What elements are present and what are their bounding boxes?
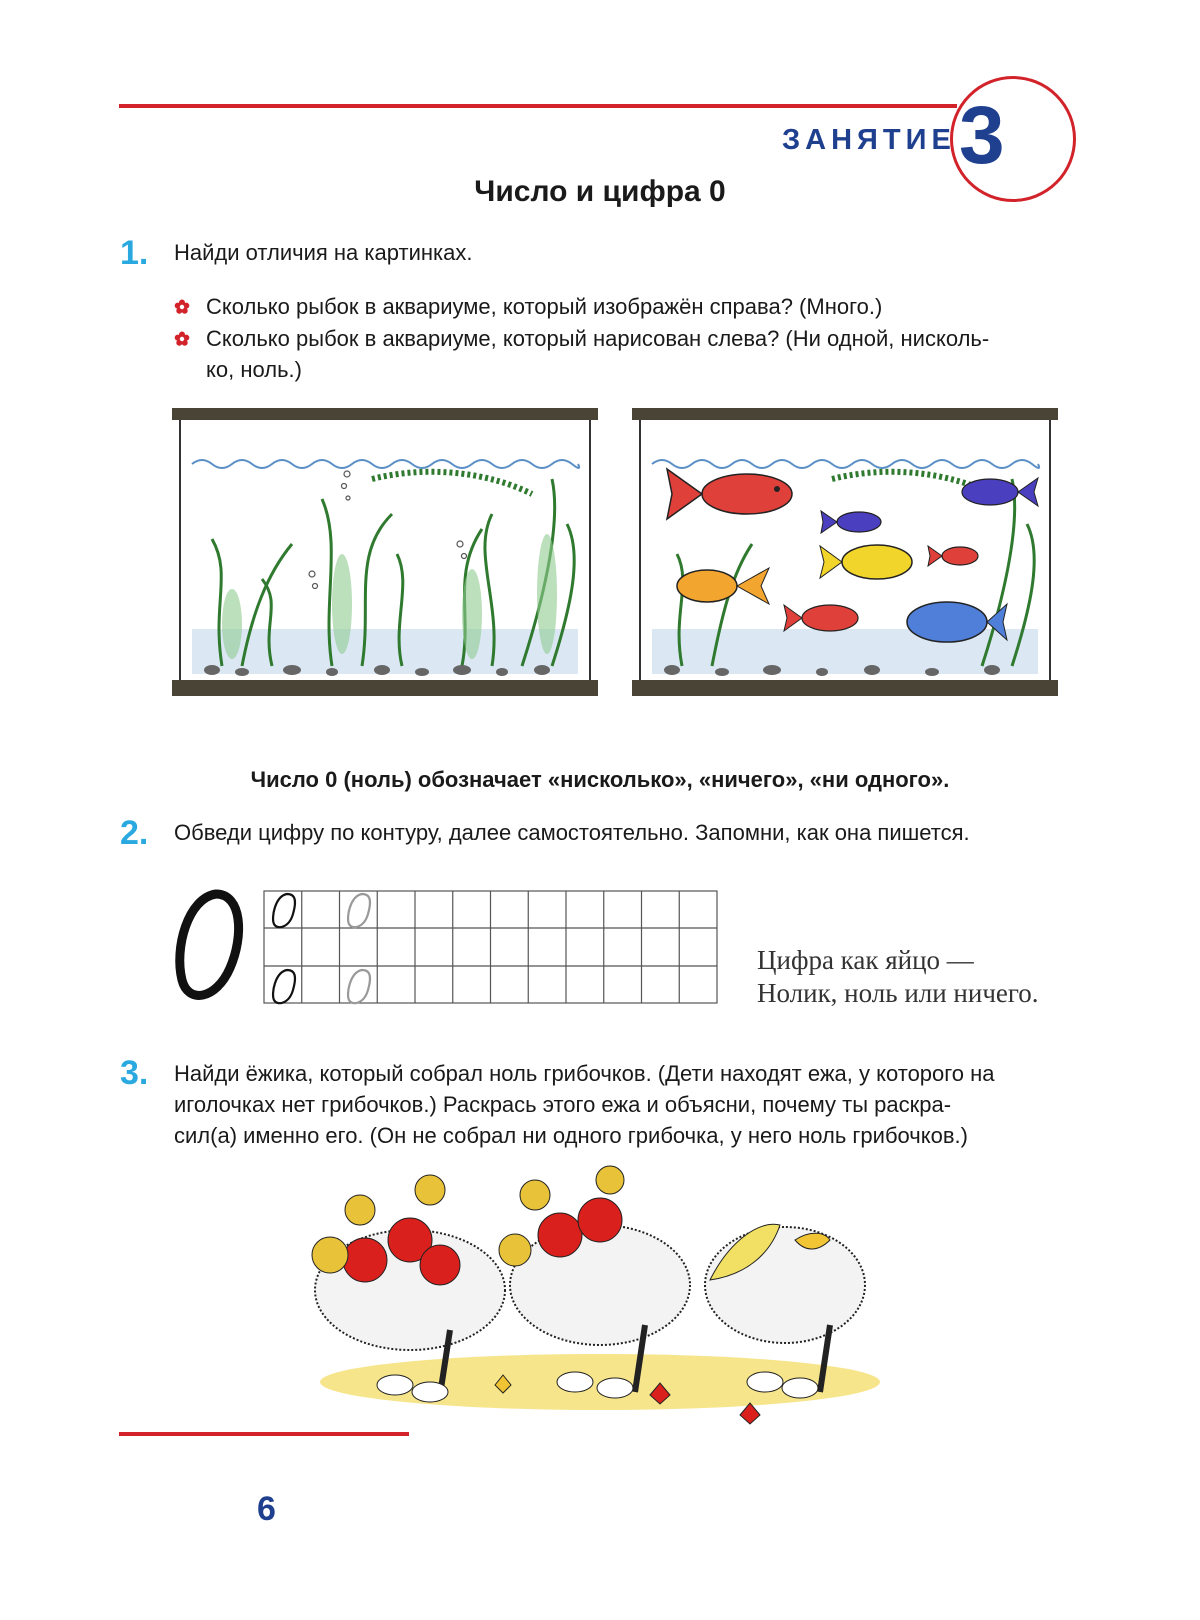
copybook-grid[interactable] xyxy=(263,890,719,1006)
left-aquarium-illustration xyxy=(172,404,598,704)
poem xyxy=(757,944,1039,1010)
task-3-line-1: Найди ёжика, который собрал ноль грибочков. (Дети находят ежа, у которого на xyxy=(174,1061,995,1086)
bullet-flower-icon xyxy=(174,331,190,347)
lesson-number: 3 xyxy=(959,90,1005,181)
large-zero-sample xyxy=(168,888,252,1006)
poem-line-2: Нолик, ноль или ничего. xyxy=(757,978,1039,1008)
right-aquarium-illustration xyxy=(632,404,1058,704)
poem-line-1: Цифра как яйцо — xyxy=(757,945,974,975)
task-1-number: 1. xyxy=(120,234,149,272)
task-3-line-3: сил(а) именно его. (Он не собрал ни одного грибочка, у него ноль грибочков.) xyxy=(174,1123,968,1148)
bullet-2: Сколько рыбок в аквариуме, который нарисован слева? (Ни одной, нисколь- xyxy=(206,326,990,351)
bullet-1: Сколько рыбок в аквариуме, который изображён справа? (Много.) xyxy=(206,294,883,319)
bullet-2-continuation: ко, ноль.) xyxy=(206,357,302,382)
task-2-text: Обведи цифру по контуру, далее самостоятельно. Запомни, как она пишется. xyxy=(174,820,970,845)
bottom-rule xyxy=(119,1432,409,1436)
definition-text: Число 0 (ноль) обозначает «нисколько», «ничего», «ни одного». xyxy=(250,767,950,792)
task-1-text: Найди отличия на картинках. xyxy=(174,240,473,265)
bullet-flower-icon xyxy=(174,299,190,315)
lesson-label: ЗАНЯТИЕ xyxy=(782,124,956,156)
hedgehogs-illustration xyxy=(300,1160,880,1430)
page-number: 6 xyxy=(257,1490,276,1528)
task-3-line-2: иголочках нет грибочков.) Раскрась этого ежа и объясни, почему ты раскра- xyxy=(174,1092,952,1117)
page-title: Число и цифра 0 xyxy=(474,175,726,208)
top-rule xyxy=(119,104,957,108)
task-2-number: 2. xyxy=(120,814,149,852)
task-3-number: 3. xyxy=(120,1054,149,1092)
